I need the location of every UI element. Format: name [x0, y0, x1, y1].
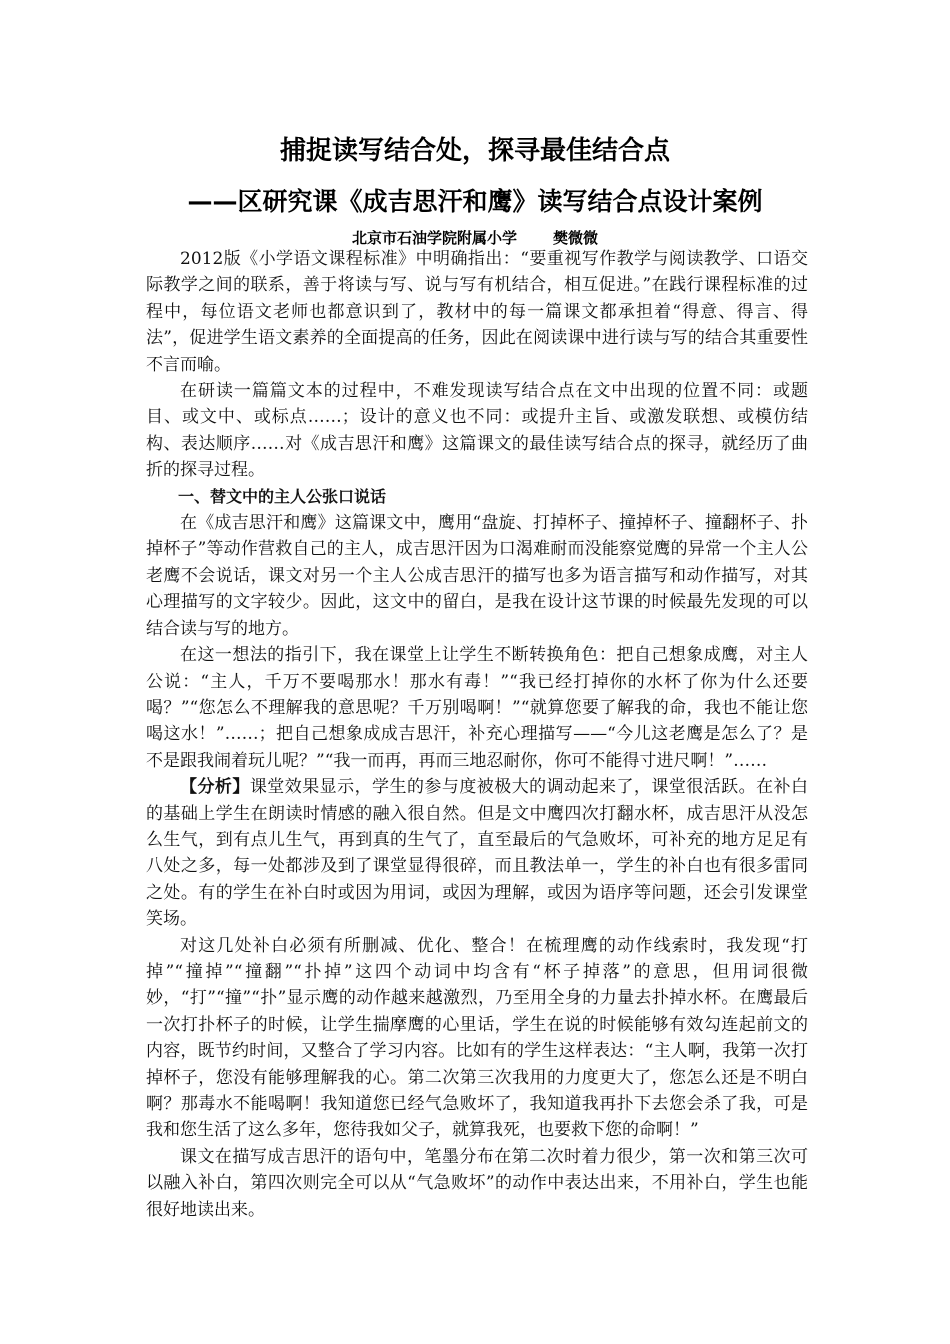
school-name: 北京市石油学院附属小学 — [351, 229, 517, 247]
analysis-label: 【分析】 — [180, 777, 250, 798]
document-subtitle: ——区研究课《成吉思汗和鹰》读写结合点设计案例 — [187, 187, 763, 216]
paragraph-intro: 2012版《小学语文课程标准》中明确指出：“要重视写作教学与阅读教学、口语交际教学之间的联系，善于将读与写、说与写有机结合，相互促进。”在践行课程标准的过程中，每位语文老师也都意识到了，教材中的每一篇课文都承担着“得意、得言、得法”，促进学生语文素养的全面提高的任务，因此在阅读课中进行读与写的结合其重要性不言而喻。 — [146, 249, 808, 375]
document-title: 捕捉读写结合处，探寻最佳结合点 — [279, 136, 670, 166]
paragraph-integration: 对这几处补白必须有所删减、优化、整合！在梳理鹰的动作线索时，我发现“打掉”“撞掉”“撞翻”“扑掉”这四个动词中均含有“杯子掉落”的意思，但用词很微妙，“打”“撞”“扑”显示鹰的动作越来越激烈，乃至用全身的力量去扑掉水杯。在鹰最后一次打扑杯子的时候，让学生揣摩鹰的心里话，学生在说的时候能够有效勾连起前文的内容，既节约时间，又整合了学习内容。比如有的学生这样表达：“主人啊，我第一次打掉杯子，您没有能够理解我的心。第二次第三次我用的力度更大了，您怎么还是不明白啊？那毒水不能喝啊！我知道您已经气急败坏了，我知道我再扑下去您会杀了我，可是我和您生活了这么多年，您待我如父子，就算我死，也要救下您的命啊！” — [146, 935, 808, 1141]
paragraph-conclusion: 课文在描写成吉思汗的语句中，笔墨分布在第二次时着力很少，第一次和第三次可以融入补白，第四次则完全可以从“气急败坏”的动作中表达出来，不用补白，学生也能很好地读出来。 — [146, 1146, 808, 1220]
author-name: 樊微微 — [553, 229, 599, 247]
document-body — [146, 246, 808, 1223]
analysis-text: 课堂效果显示，学生的参与度被极大的调动起来了，课堂很活跃。在补白的基础上学生在朗读时情感的融入很自然。但是文中鹰四次打翻水杯，成吉思汗从没怎么生气，到有点儿生气，再到真的生气了，直至最后的气急败坏，可补充的地方足足有八处之多，每一处都涉及到了课堂显得很碎，而且教法单一，学生的补白也有很多雷同之处。有的学生在补白时或因为用词，或因为理解，或因为语序等问题，还会引发课堂笑场。 — [146, 777, 809, 930]
paragraph-position: 在研读一篇篇文本的过程中，不难发现读写结合点在文中出现的位置不同：或题目、或文中、或标点……；设计的意义也不同：或提升主旨、或激发联想、或模仿结构、表达顺序……对《成吉思汗和鹰》这篇课文的最佳读写结合点的探寻，就经历了曲折的探寻过程。 — [146, 381, 808, 481]
paragraph-role-play: 在这一想法的指引下，我在课堂上让学生不断转换角色：把自己想象成鹰，对主人公说：“主人，千万不要喝那水！那水有毒！”“我已经打掉你的水杯了你为什么还要喝？”“您怎么不理解我的意思呢？千万别喝啊！”“就算您要了解我的命，我也不能让您喝这水！”……；把自己想象成成吉思汗，补充心理描写——“今儿这老鹰是怎么了？是不是跟我闹着玩儿呢？”“我一而再，再而三地忍耐你，你可不能得寸进尺啊！”…… — [146, 645, 808, 771]
paragraph-analysis — [146, 774, 808, 932]
paragraph-blank-filling: 在《成吉思汗和鹰》这篇课文中，鹰用“盘旋、打掉杯子、撞掉杯子、撞翻杯子、扑掉杯子”等动作营救自己的主人，成吉思汗因为口渴难耐而没能察觉鹰的异常一个主人公老鹰不会说话，课文对另一个主人公成吉思汗的描写也多为语言描写和动作描写，对其心理描写的文字较少。因此，这文中的留白，是我在设计这节课的时候最先发现的可以结合读与写的地方。 — [146, 513, 808, 639]
section-heading-1: 一、替文中的主人公张口说话 — [178, 486, 387, 506]
